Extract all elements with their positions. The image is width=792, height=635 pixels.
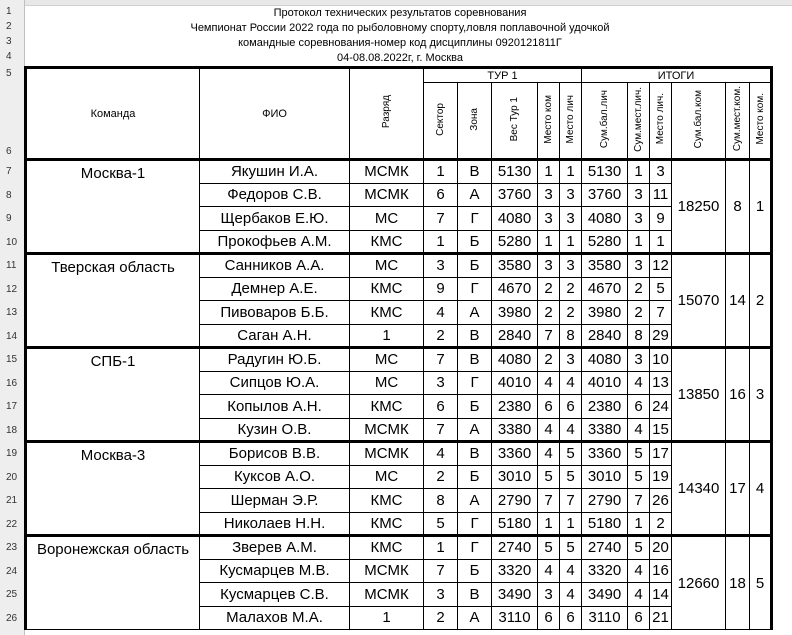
zone-cell[interactable]: Г <box>458 512 492 536</box>
rank-cell[interactable]: 1 <box>350 324 424 348</box>
place-team-cell[interactable]: 5 <box>538 465 560 489</box>
rank-cell[interactable]: КМС <box>350 230 424 254</box>
place-personal-cell[interactable]: 1 <box>560 512 582 536</box>
sum-points-personal-cell[interactable]: 4670 <box>582 277 628 301</box>
row-number[interactable]: 12 <box>6 283 18 295</box>
sum-places-personal-cell[interactable]: 3 <box>628 207 650 231</box>
athlete-name-cell[interactable]: Кусмарцев М.В. <box>200 559 350 583</box>
row-number[interactable]: 24 <box>6 565 18 577</box>
rank-cell[interactable]: МСМК <box>350 183 424 207</box>
sum-places-personal-cell[interactable]: 1 <box>628 230 650 254</box>
athlete-name-cell[interactable]: Пивоваров Б.Б. <box>200 301 350 325</box>
place-personal-total-cell[interactable]: 9 <box>650 207 672 231</box>
sum-places-personal-cell[interactable]: 3 <box>628 348 650 372</box>
rank-cell[interactable]: КМС <box>350 512 424 536</box>
championship-title: Чемпионат России 2022 года по рыболовному спорту,ловля поплавочной удочкой <box>190 22 610 34</box>
sum-points-personal-cell[interactable]: 4010 <box>582 371 628 395</box>
team-sum-places-cell[interactable]: 17 <box>726 442 750 536</box>
sector-cell[interactable]: 1 <box>424 536 458 560</box>
sum-points-personal-cell[interactable]: 2840 <box>582 324 628 348</box>
zone-cell[interactable]: А <box>458 418 492 442</box>
athlete-name-cell[interactable]: Зверев А.М. <box>200 536 350 560</box>
sector-cell[interactable]: 7 <box>424 207 458 231</box>
place-personal-total-cell[interactable]: 5 <box>650 277 672 301</box>
place-personal-cell[interactable]: 6 <box>560 395 582 419</box>
sector-cell[interactable]: 1 <box>424 230 458 254</box>
table-row <box>26 442 772 466</box>
zone-cell[interactable]: В <box>458 348 492 372</box>
place-team-cell[interactable]: 4 <box>538 418 560 442</box>
row-number[interactable]: 5 <box>6 68 12 79</box>
place-team-cell[interactable]: 7 <box>538 324 560 348</box>
athlete-name-cell[interactable]: Николаев Н.Н. <box>200 512 350 536</box>
discipline-title: командные соревнования-номер код дисциплины 0920121811Г <box>238 37 562 49</box>
place-personal-cell[interactable]: 3 <box>560 183 582 207</box>
weight-cell[interactable]: 3010 <box>492 465 538 489</box>
header-place-team: Место ком <box>538 83 560 160</box>
place-personal-total-cell[interactable]: 3 <box>650 160 672 184</box>
table-row <box>26 348 772 372</box>
sector-cell[interactable]: 2 <box>424 324 458 348</box>
place-personal-cell[interactable]: 3 <box>560 207 582 231</box>
header-totals: ИТОГИ <box>582 68 772 83</box>
weight-cell[interactable]: 4080 <box>492 207 538 231</box>
athlete-name-cell[interactable]: Санников А.А. <box>200 254 350 278</box>
table-row <box>26 160 772 184</box>
place-personal-total-cell[interactable]: 19 <box>650 465 672 489</box>
row-number[interactable]: 7 <box>6 166 12 177</box>
place-personal-total-cell[interactable]: 11 <box>650 183 672 207</box>
rank-cell[interactable]: МСМК <box>350 583 424 607</box>
sum-places-personal-cell[interactable]: 6 <box>628 395 650 419</box>
table-row <box>26 536 772 560</box>
sum-points-personal-cell[interactable]: 3320 <box>582 559 628 583</box>
sum-points-personal-cell[interactable]: 4080 <box>582 207 628 231</box>
row-number[interactable]: 6 <box>6 146 12 157</box>
sector-cell[interactable]: 9 <box>424 277 458 301</box>
row-number[interactable]: 26 <box>6 612 18 624</box>
athlete-name-cell[interactable]: Копылов А.Н. <box>200 395 350 419</box>
zone-cell[interactable]: Б <box>458 254 492 278</box>
sum-points-personal-cell[interactable]: 3490 <box>582 583 628 607</box>
place-personal-cell[interactable]: 4 <box>560 418 582 442</box>
sector-cell[interactable]: 2 <box>424 606 458 630</box>
athlete-name-cell[interactable]: Демнер А.Е. <box>200 277 350 301</box>
sector-cell[interactable]: 7 <box>424 418 458 442</box>
place-personal-cell[interactable]: 1 <box>560 160 582 184</box>
team-sum-points-cell[interactable]: 14340 <box>672 442 726 536</box>
sector-cell[interactable]: 6 <box>424 183 458 207</box>
rank-cell[interactable]: МС <box>350 348 424 372</box>
weight-cell[interactable]: 4670 <box>492 277 538 301</box>
header-sum-points-personal: Сум.бал.лич <box>582 83 628 160</box>
sum-points-personal-cell[interactable]: 2740 <box>582 536 628 560</box>
team-sum-places-cell[interactable]: 16 <box>726 348 750 442</box>
sector-cell[interactable]: 8 <box>424 489 458 513</box>
place-personal-total-cell[interactable]: 21 <box>650 606 672 630</box>
place-personal-total-cell[interactable]: 29 <box>650 324 672 348</box>
place-team-cell[interactable]: 1 <box>538 160 560 184</box>
row-number[interactable]: 21 <box>6 495 18 506</box>
sum-points-personal-cell[interactable]: 3760 <box>582 183 628 207</box>
place-personal-cell[interactable]: 3 <box>560 348 582 372</box>
row-number[interactable]: 11 <box>6 260 17 271</box>
athlete-name-cell[interactable]: Шерман Э.Р. <box>200 489 350 513</box>
rank-cell[interactable]: КМС <box>350 277 424 301</box>
zone-cell[interactable]: В <box>458 442 492 466</box>
weight-cell[interactable]: 3980 <box>492 301 538 325</box>
place-personal-total-cell[interactable]: 1 <box>650 230 672 254</box>
sum-points-personal-cell[interactable]: 5180 <box>582 512 628 536</box>
athlete-name-cell[interactable]: Кузин О.В. <box>200 418 350 442</box>
rank-cell[interactable]: 1 <box>350 606 424 630</box>
athlete-name-cell[interactable]: Радугин Ю.Б. <box>200 348 350 372</box>
row-number[interactable]: 10 <box>6 236 18 248</box>
place-personal-total-cell[interactable]: 2 <box>650 512 672 536</box>
place-team-cell[interactable]: 4 <box>538 371 560 395</box>
sum-places-personal-cell[interactable]: 4 <box>628 583 650 607</box>
sum-places-personal-cell[interactable]: 5 <box>628 442 650 466</box>
place-personal-total-cell[interactable]: 17 <box>650 442 672 466</box>
place-personal-cell[interactable]: 5 <box>560 536 582 560</box>
zone-cell[interactable]: Б <box>458 395 492 419</box>
row-header-column <box>0 0 25 635</box>
sum-places-personal-cell[interactable]: 6 <box>628 606 650 630</box>
sum-places-personal-cell[interactable]: 2 <box>628 301 650 325</box>
place-team-cell[interactable]: 6 <box>538 395 560 419</box>
weight-cell[interactable]: 2840 <box>492 324 538 348</box>
row-number[interactable]: 16 <box>6 377 18 389</box>
weight-cell[interactable]: 3110 <box>492 606 538 630</box>
place-team-cell[interactable]: 3 <box>538 583 560 607</box>
sum-places-personal-cell[interactable]: 3 <box>628 183 650 207</box>
rank-cell[interactable]: МСМК <box>350 559 424 583</box>
row-number[interactable]: 1 <box>6 6 12 17</box>
athlete-name-cell[interactable]: Сипцов Ю.А. <box>200 371 350 395</box>
place-team-cell[interactable]: 3 <box>538 183 560 207</box>
sum-points-personal-cell[interactable]: 2380 <box>582 395 628 419</box>
row-number[interactable]: 14 <box>6 330 18 342</box>
team-name-cell[interactable]: Москва-1 <box>26 160 200 254</box>
rank-cell[interactable]: КМС <box>350 489 424 513</box>
header-place-personal-total: Место лич. <box>650 83 672 160</box>
place-personal-total-cell[interactable]: 15 <box>650 418 672 442</box>
zone-cell[interactable]: Г <box>458 277 492 301</box>
athlete-name-cell[interactable]: Щербаков Е.Ю. <box>200 207 350 231</box>
sum-places-personal-cell[interactable]: 5 <box>628 536 650 560</box>
row-number[interactable]: 23 <box>6 542 18 553</box>
team-name-cell[interactable]: Воронежская область <box>26 536 200 630</box>
sector-cell[interactable]: 1 <box>424 160 458 184</box>
team-name-cell[interactable]: Москва-3 <box>26 442 200 536</box>
zone-cell[interactable]: Б <box>458 465 492 489</box>
zone-cell[interactable]: В <box>458 160 492 184</box>
sum-points-personal-cell[interactable]: 3580 <box>582 254 628 278</box>
sum-places-personal-cell[interactable]: 4 <box>628 418 650 442</box>
place-personal-total-cell[interactable]: 16 <box>650 559 672 583</box>
header-tour: ТУР 1 <box>424 68 582 83</box>
zone-cell[interactable]: Б <box>458 230 492 254</box>
team-sum-points-cell[interactable]: 12660 <box>672 536 726 630</box>
place-personal-cell[interactable]: 4 <box>560 583 582 607</box>
place-personal-total-cell[interactable]: 13 <box>650 371 672 395</box>
place-personal-cell[interactable]: 3 <box>560 254 582 278</box>
sector-cell[interactable]: 3 <box>424 583 458 607</box>
header-sum-points-team: Сум.бал.ком <box>672 83 726 160</box>
row-number[interactable]: 13 <box>6 307 18 318</box>
place-personal-cell[interactable]: 8 <box>560 324 582 348</box>
weight-cell[interactable]: 2380 <box>492 395 538 419</box>
athlete-name-cell[interactable]: Саган А.Н. <box>200 324 350 348</box>
place-team-cell[interactable]: 1 <box>538 230 560 254</box>
row-number[interactable]: 25 <box>6 589 18 600</box>
zone-cell[interactable]: Г <box>458 536 492 560</box>
weight-cell[interactable]: 4080 <box>492 348 538 372</box>
place-personal-total-cell[interactable]: 12 <box>650 254 672 278</box>
athlete-name-cell[interactable]: Куксов А.О. <box>200 465 350 489</box>
zone-cell[interactable]: В <box>458 324 492 348</box>
place-personal-cell[interactable]: 5 <box>560 465 582 489</box>
team-place-cell[interactable]: 4 <box>750 442 772 536</box>
sum-points-personal-cell[interactable]: 3380 <box>582 418 628 442</box>
row-number[interactable]: 20 <box>6 471 18 483</box>
place-team-cell[interactable]: 7 <box>538 489 560 513</box>
place-team-cell[interactable]: 2 <box>538 277 560 301</box>
zone-cell[interactable]: А <box>458 301 492 325</box>
sum-points-personal-cell[interactable]: 5130 <box>582 160 628 184</box>
athlete-name-cell[interactable]: Федоров С.В. <box>200 183 350 207</box>
sum-places-personal-cell[interactable]: 5 <box>628 465 650 489</box>
row-number[interactable]: 17 <box>6 401 18 412</box>
sector-cell[interactable]: 4 <box>424 301 458 325</box>
sum-places-personal-cell[interactable]: 1 <box>628 512 650 536</box>
sum-places-personal-cell[interactable]: 7 <box>628 489 650 513</box>
rank-cell[interactable]: МС <box>350 207 424 231</box>
athlete-name-cell[interactable]: Кусмарцев С.В. <box>200 583 350 607</box>
rank-cell[interactable]: МСМК <box>350 418 424 442</box>
team-sum-points-cell[interactable]: 13850 <box>672 348 726 442</box>
sector-cell[interactable]: 4 <box>424 442 458 466</box>
sector-cell[interactable]: 2 <box>424 465 458 489</box>
sum-points-personal-cell[interactable]: 4080 <box>582 348 628 372</box>
rank-cell[interactable]: МСМК <box>350 160 424 184</box>
sector-cell[interactable]: 3 <box>424 254 458 278</box>
team-sum-places-cell[interactable]: 14 <box>726 254 750 348</box>
place-team-cell[interactable]: 4 <box>538 442 560 466</box>
weight-cell[interactable]: 3360 <box>492 442 538 466</box>
sum-points-personal-cell[interactable]: 3360 <box>582 442 628 466</box>
zone-cell[interactable]: А <box>458 489 492 513</box>
weight-cell[interactable]: 3760 <box>492 183 538 207</box>
sector-cell[interactable]: 7 <box>424 348 458 372</box>
team-place-cell[interactable]: 5 <box>750 536 772 630</box>
team-place-cell[interactable]: 3 <box>750 348 772 442</box>
team-sum-places-cell[interactable]: 18 <box>726 536 750 630</box>
place-team-cell[interactable]: 5 <box>538 536 560 560</box>
zone-cell[interactable]: Б <box>458 559 492 583</box>
weight-cell[interactable]: 3320 <box>492 559 538 583</box>
table-row <box>26 254 772 278</box>
place-team-cell[interactable]: 2 <box>538 301 560 325</box>
row-number[interactable]: 8 <box>6 189 12 201</box>
place-personal-cell[interactable]: 5 <box>560 442 582 466</box>
weight-cell[interactable]: 3580 <box>492 254 538 278</box>
place-personal-cell[interactable]: 2 <box>560 277 582 301</box>
rank-cell[interactable]: МС <box>350 254 424 278</box>
header-zone: Зона <box>458 83 492 160</box>
place-personal-cell[interactable]: 4 <box>560 559 582 583</box>
place-personal-total-cell[interactable]: 24 <box>650 395 672 419</box>
row-number[interactable]: 2 <box>6 21 12 32</box>
athlete-name-cell[interactable]: Якушин И.А. <box>200 160 350 184</box>
results-table <box>24 66 773 630</box>
row-number[interactable]: 18 <box>6 424 18 436</box>
athlete-name-cell[interactable]: Малахов М.А. <box>200 606 350 630</box>
zone-cell[interactable]: А <box>458 606 492 630</box>
place-personal-total-cell[interactable]: 14 <box>650 583 672 607</box>
team-sum-points-cell[interactable]: 18250 <box>672 160 726 254</box>
weight-cell[interactable]: 2740 <box>492 536 538 560</box>
header-rank-label: Разряд <box>381 95 392 129</box>
weight-cell[interactable]: 5180 <box>492 512 538 536</box>
team-sum-places-cell[interactable]: 8 <box>726 160 750 254</box>
place-personal-total-cell[interactable]: 10 <box>650 348 672 372</box>
protocol-title: Протокол технических результатов соревнования <box>273 7 527 19</box>
rank-cell[interactable]: МС <box>350 465 424 489</box>
weight-cell[interactable]: 5280 <box>492 230 538 254</box>
team-place-cell[interactable]: 1 <box>750 160 772 254</box>
row-number[interactable]: 9 <box>6 213 12 224</box>
team-place-cell[interactable]: 2 <box>750 254 772 348</box>
athlete-name-cell[interactable]: Борисов В.В. <box>200 442 350 466</box>
place-personal-total-cell[interactable]: 26 <box>650 489 672 513</box>
rank-cell[interactable]: КМС <box>350 536 424 560</box>
header-rank <box>350 68 424 160</box>
place-personal-cell[interactable]: 1 <box>560 230 582 254</box>
team-name-cell[interactable]: СПБ-1 <box>26 348 200 442</box>
place-personal-total-cell[interactable]: 7 <box>650 301 672 325</box>
place-personal-cell[interactable]: 4 <box>560 371 582 395</box>
header-weight: Вес Тур 1 <box>492 83 538 160</box>
zone-cell[interactable]: В <box>458 583 492 607</box>
place-team-cell[interactable]: 6 <box>538 606 560 630</box>
sum-places-personal-cell[interactable]: 8 <box>628 324 650 348</box>
place-personal-total-cell[interactable]: 20 <box>650 536 672 560</box>
rank-cell[interactable]: КМС <box>350 301 424 325</box>
header-team: Команда <box>26 68 200 160</box>
rank-cell[interactable]: МСМК <box>350 442 424 466</box>
header-sum-places-personal: Сум.мест.лич. <box>628 83 650 160</box>
rank-cell[interactable]: КМС <box>350 395 424 419</box>
weight-cell[interactable]: 4010 <box>492 371 538 395</box>
athlete-name-cell[interactable]: Прокофьев А.М. <box>200 230 350 254</box>
date-place-title: 04-08.08.2022г, г. Москва <box>336 52 464 64</box>
header-name: ФИО <box>200 68 350 160</box>
weight-cell[interactable]: 5130 <box>492 160 538 184</box>
row-number[interactable]: 3 <box>6 36 12 47</box>
sum-points-personal-cell[interactable]: 2790 <box>582 489 628 513</box>
weight-cell[interactable]: 3490 <box>492 583 538 607</box>
header-sector: Сектор <box>424 83 458 160</box>
row-number[interactable]: 15 <box>6 354 18 365</box>
place-personal-cell[interactable]: 6 <box>560 606 582 630</box>
row-number[interactable]: 22 <box>6 518 18 530</box>
sum-points-personal-cell[interactable]: 5280 <box>582 230 628 254</box>
place-team-cell[interactable]: 3 <box>538 254 560 278</box>
sector-cell[interactable]: 6 <box>424 395 458 419</box>
sector-cell[interactable]: 3 <box>424 371 458 395</box>
sum-places-personal-cell[interactable]: 1 <box>628 160 650 184</box>
place-team-cell[interactable]: 1 <box>538 512 560 536</box>
sum-places-personal-cell[interactable]: 4 <box>628 371 650 395</box>
sum-places-personal-cell[interactable]: 2 <box>628 277 650 301</box>
place-personal-cell[interactable]: 7 <box>560 489 582 513</box>
place-team-cell[interactable]: 2 <box>538 348 560 372</box>
sum-points-personal-cell[interactable]: 3010 <box>582 465 628 489</box>
sum-places-personal-cell[interactable]: 4 <box>628 559 650 583</box>
weight-cell[interactable]: 2790 <box>492 489 538 513</box>
header-sum-places-team: Сум.мест.ком. <box>726 83 750 160</box>
sum-points-personal-cell[interactable]: 3980 <box>582 301 628 325</box>
row-number[interactable]: 19 <box>6 448 18 459</box>
team-name-cell[interactable]: Тверская область <box>26 254 200 348</box>
sum-points-personal-cell[interactable]: 3110 <box>582 606 628 630</box>
zone-cell[interactable]: Г <box>458 371 492 395</box>
zone-cell[interactable]: Г <box>458 207 492 231</box>
sum-places-personal-cell[interactable]: 3 <box>628 254 650 278</box>
place-personal-cell[interactable]: 2 <box>560 301 582 325</box>
place-team-cell[interactable]: 4 <box>538 559 560 583</box>
sector-cell[interactable]: 5 <box>424 512 458 536</box>
weight-cell[interactable]: 3380 <box>492 418 538 442</box>
rank-cell[interactable]: МС <box>350 371 424 395</box>
header-place-team-total: Место ком. <box>750 83 772 160</box>
zone-cell[interactable]: А <box>458 183 492 207</box>
spreadsheet-area <box>24 0 792 635</box>
sector-cell[interactable]: 7 <box>424 559 458 583</box>
row-number[interactable]: 4 <box>6 51 12 62</box>
header-place-personal: Место лич <box>560 83 582 160</box>
place-team-cell[interactable]: 3 <box>538 207 560 231</box>
team-sum-points-cell[interactable]: 15070 <box>672 254 726 348</box>
